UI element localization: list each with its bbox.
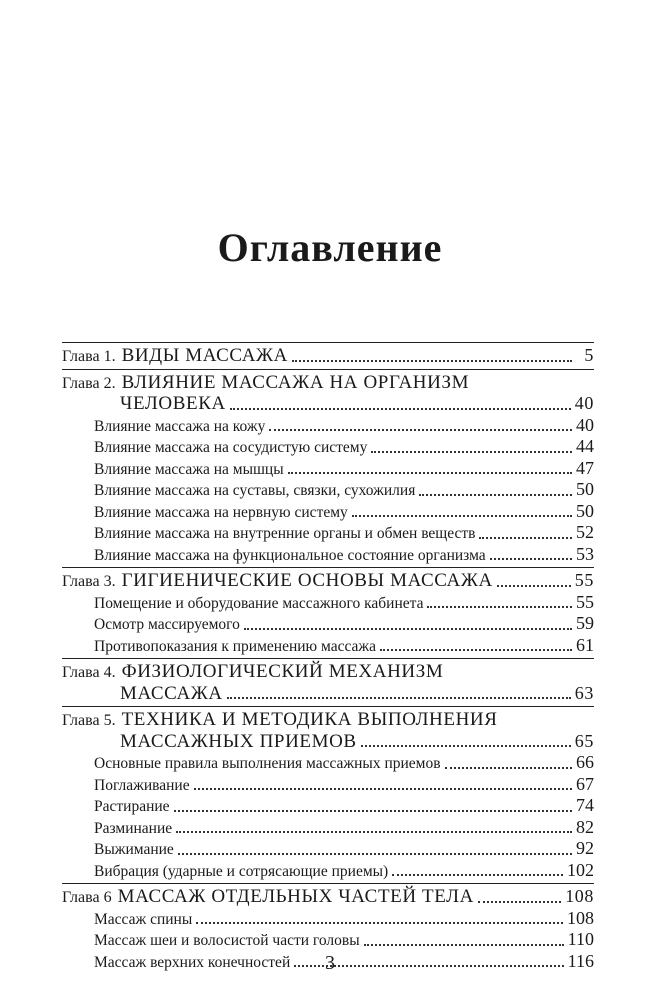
toc-section-line[interactable] — [62, 635, 594, 657]
toc-chapter — [62, 342, 594, 367]
section-title: Растирание — [94, 798, 170, 815]
dot-leader — [478, 895, 561, 903]
toc-chapter-line[interactable] — [62, 683, 594, 705]
toc-chapter — [62, 369, 594, 566]
section-page-number: 92 — [576, 838, 594, 858]
section-page-number: 59 — [576, 613, 594, 633]
dot-leader — [427, 600, 572, 608]
section-page-number: 50 — [576, 500, 594, 521]
dot-leader — [196, 916, 563, 924]
section-page-number: 40 — [576, 414, 594, 435]
section-title: Влияние массажа на кожу — [94, 417, 266, 435]
toc-section-line[interactable] — [62, 479, 594, 501]
dot-leader — [178, 847, 572, 855]
section-title: Влияние массажа на мышцы — [94, 460, 284, 478]
toc-chapter — [62, 706, 594, 881]
dot-leader — [371, 445, 572, 453]
section-page-number: 102 — [567, 859, 594, 880]
toc-section-line[interactable] — [62, 860, 594, 882]
toc-chapter-line[interactable] — [62, 886, 594, 908]
dot-leader — [292, 354, 572, 362]
dot-leader — [288, 466, 572, 474]
toc-chapter-line[interactable] — [62, 372, 594, 394]
dot-leader — [176, 825, 572, 833]
toc-section-line[interactable] — [62, 752, 594, 774]
chapter-page-number: 5 — [584, 345, 594, 365]
dot-leader — [497, 579, 571, 587]
dot-leader — [194, 782, 572, 790]
section-page-number: 53 — [576, 543, 594, 564]
dot-leader — [479, 531, 572, 539]
toc-section-line[interactable] — [62, 436, 594, 458]
section-title: Влияние массажа на нервную систему — [94, 503, 348, 521]
section-page-number: 108 — [567, 907, 594, 928]
section-title: Помещение и оборудование массажного кабинета — [94, 594, 424, 612]
table-of-contents — [62, 342, 594, 974]
chapter-title: МАССАЖА — [120, 682, 223, 704]
section-page-number: 55 — [576, 591, 594, 612]
section-page-number: 74 — [576, 795, 594, 815]
toc-section-line[interactable] — [62, 613, 594, 635]
chapter-page-number: 55 — [574, 570, 594, 590]
toc-chapter-line[interactable] — [62, 731, 594, 753]
toc-chapter-line[interactable] — [62, 661, 594, 683]
dot-leader — [445, 761, 572, 769]
chapter-number: Глава 2. — [62, 374, 116, 392]
toc-section-line[interactable] — [62, 817, 594, 839]
section-title: Противопоказания к применению массажа — [94, 637, 376, 655]
section-page-number: 44 — [576, 436, 594, 456]
chapter-number: Глава 4. — [62, 664, 116, 681]
toc-chapter — [62, 658, 594, 704]
section-page-number: 67 — [576, 773, 594, 794]
section-page-number: 116 — [567, 950, 594, 971]
section-page-number: 50 — [576, 479, 594, 499]
section-title: Выжимание — [94, 841, 174, 858]
toc-section-line[interactable] — [62, 774, 594, 796]
toc-section-line[interactable] — [62, 544, 594, 566]
chapter-number: Глава 6 — [62, 889, 112, 906]
toc-chapter — [62, 567, 594, 656]
chapter-page-number: 108 — [565, 886, 594, 906]
toc-section-line[interactable] — [62, 501, 594, 523]
dot-leader — [230, 402, 571, 410]
section-title: Влияние массажа на суставы, связки, сухожилия — [94, 482, 416, 499]
chapter-title: МАССАЖ ОТДЕЛЬНЫХ ЧАСТЕЙ ТЕЛА — [117, 886, 474, 907]
section-title: Разминание — [94, 819, 173, 837]
chapter-title: ВИДЫ МАССАЖА — [121, 345, 288, 366]
section-page-number: 47 — [576, 457, 594, 478]
page-title: Оглавление — [217, 225, 443, 270]
section-title: Влияние массажа на внутренние органы и обмен веществ — [94, 525, 476, 542]
chapter-number: Глава 5. — [62, 712, 116, 729]
section-page-number: 61 — [576, 634, 594, 655]
section-page-number: 66 — [576, 752, 594, 772]
dot-leader — [380, 643, 572, 651]
section-title: Массаж шеи и волосистой части головы — [94, 932, 360, 949]
chapter-title: ГИГИЕНИЧЕСКИЕ ОСНОВЫ МАССАЖА — [121, 570, 493, 591]
dot-leader — [174, 804, 572, 812]
toc-section-line[interactable] — [62, 838, 594, 860]
toc-section-line[interactable] — [62, 908, 594, 930]
section-title: Вибрация (ударные и сотрясающие приемы) — [94, 862, 389, 880]
toc-chapter-line[interactable] — [62, 709, 594, 731]
toc-chapter-line[interactable] — [62, 570, 594, 592]
chapter-title: ФИЗИОЛОГИЧЕСКИЙ МЕХАНИЗМ — [121, 661, 444, 682]
section-title: Влияние массажа на функциональное состояние организма — [94, 546, 486, 564]
dot-leader — [490, 552, 572, 560]
chapter-page-number: 65 — [574, 730, 594, 751]
chapter-page-number: 40 — [574, 393, 594, 413]
chapter-page-number: 63 — [574, 682, 594, 703]
section-title: Основные правила выполнения массажных приемов — [94, 755, 441, 772]
dot-leader — [419, 488, 572, 496]
toc-section-line[interactable] — [62, 415, 594, 437]
dot-leader — [244, 622, 572, 630]
chapter-title: ТЕХНИКА И МЕТОДИКА ВЫПОЛНЕНИЯ — [121, 709, 498, 730]
toc-chapter-line[interactable] — [62, 345, 594, 367]
dot-leader — [352, 509, 572, 517]
toc-section-line[interactable] — [62, 592, 594, 614]
section-page-number: 110 — [567, 929, 594, 949]
section-title: Массаж спины — [94, 910, 193, 928]
dot-leader — [364, 938, 564, 946]
section-title: Влияние массажа на сосудистую систему — [94, 439, 368, 456]
section-title: Массаж верхних конечностей — [94, 953, 291, 971]
toc-chapter-line[interactable] — [62, 393, 594, 415]
chapter-number: Глава 3. — [62, 573, 116, 590]
dot-leader — [227, 691, 571, 699]
chapter-number: Глава 1. — [62, 348, 116, 365]
chapter-title: МАССАЖНЫХ ПРИЕМОВ — [120, 730, 357, 752]
dot-leader — [392, 868, 563, 876]
chapter-title: ВЛИЯНИЕ МАССАЖА НА ОРГАНИЗМ — [121, 371, 470, 393]
section-page-number: 82 — [576, 816, 594, 837]
toc-section-line[interactable] — [62, 795, 594, 817]
chapter-title: ЧЕЛОВЕКА — [120, 393, 226, 414]
section-page-number: 52 — [576, 522, 594, 542]
dot-leader — [269, 423, 572, 431]
toc-section-line[interactable] — [62, 929, 594, 951]
toc-section-line[interactable] — [62, 522, 594, 544]
dot-leader — [361, 739, 571, 747]
page-number: 3 — [325, 952, 335, 974]
section-title: Осмотр массируемого — [94, 616, 240, 633]
toc-section-line[interactable] — [62, 458, 594, 480]
section-title: Поглаживание — [94, 776, 190, 794]
